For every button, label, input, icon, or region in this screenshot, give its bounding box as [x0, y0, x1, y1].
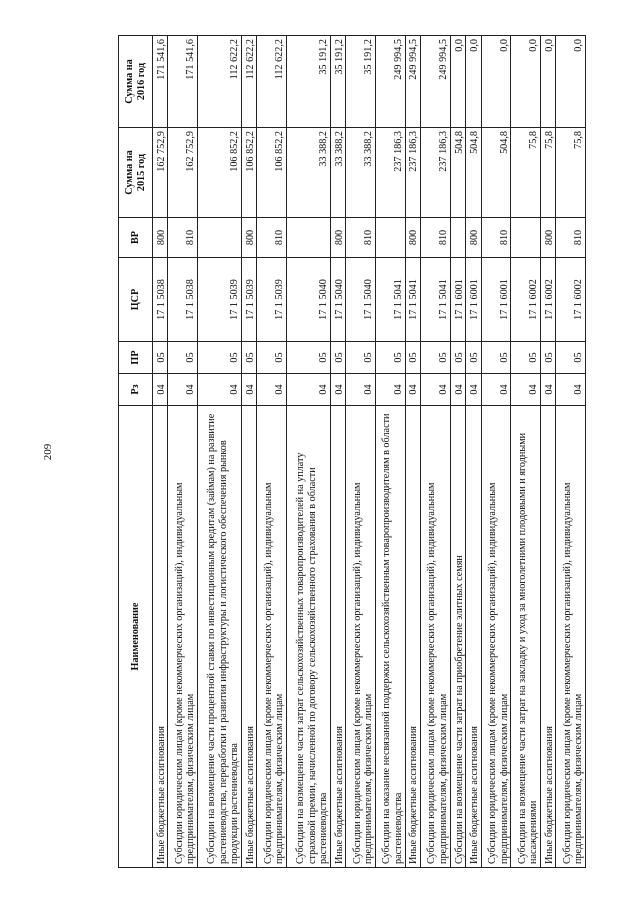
table-row: [241, 36, 256, 868]
cell-name: Субсидии юридическим лицам (кроме некоммерческих организаций), индивидуальным предпринимателям, физическим лицам: [421, 406, 451, 868]
table-body: [153, 36, 586, 868]
table-row: [198, 36, 242, 868]
cell-vr: 800: [405, 218, 420, 258]
cell-sum-2016: 0,0: [540, 36, 555, 128]
cell-sum-2016: 0,0: [466, 36, 481, 128]
cell-sum-2015: 504,8: [481, 128, 511, 218]
cell-name: Иные бюджетные ассигнования: [405, 406, 420, 868]
cell-sum-2015: 162 752,9: [153, 128, 168, 218]
cell-name: Субсидии на возмещение части затрат сельскохозяйственных товаропроизводителей на уплату страховой премии, начисленной по договору сельскохозяйственного страхования в области растениеводства: [287, 406, 331, 868]
cell-rz: 04: [375, 374, 405, 406]
header-sum-2015-line1: Сумма на: [123, 150, 135, 195]
header-sum-2016-line2: 2016 год: [135, 62, 147, 101]
cell-rz: 04: [168, 374, 198, 406]
cell-sum-2015: 33 388,2: [346, 128, 376, 218]
cell-vr: 800: [153, 218, 168, 258]
cell-csr: 17 1 5040: [346, 258, 376, 342]
cell-sum-2016: 249 994,5: [421, 36, 451, 128]
cell-sum-2016: 171 541,6: [168, 36, 198, 128]
cell-sum-2015: 33 388,2: [330, 128, 345, 218]
cell-pr: 05: [375, 342, 405, 374]
cell-csr: 17 1 6002: [540, 258, 555, 342]
cell-pr: 05: [168, 342, 198, 374]
cell-vr: 800: [241, 218, 256, 258]
budget-table: [118, 35, 586, 868]
table-row: [540, 36, 555, 868]
cell-csr: 17 1 6001: [466, 258, 481, 342]
table-row: [346, 36, 376, 868]
header-name: Наименование: [119, 406, 153, 868]
header-sum-2016: [119, 36, 153, 128]
cell-sum-2015: 33 388,2: [287, 128, 331, 218]
header-csr: ЦСР: [119, 258, 153, 342]
cell-sum-2015: 75,8: [511, 128, 541, 218]
cell-rz: 04: [421, 374, 451, 406]
cell-csr: 17 1 5039: [241, 258, 256, 342]
cell-sum-2015: 237 186,3: [405, 128, 420, 218]
cell-sum-2016: 0,0: [450, 36, 465, 128]
cell-csr: 17 1 5040: [287, 258, 331, 342]
cell-rz: 04: [540, 374, 555, 406]
cell-sum-2016: 0,0: [511, 36, 541, 128]
table-row: [481, 36, 511, 868]
cell-sum-2016: 112 622,2: [198, 36, 242, 128]
cell-name: Иные бюджетные ассигнования: [241, 406, 256, 868]
table-row: [375, 36, 405, 868]
cell-rz: 04: [330, 374, 345, 406]
cell-name: Иные бюджетные ассигнования: [466, 406, 481, 868]
budget-table-container: [118, 36, 586, 868]
cell-sum-2015: 504,8: [450, 128, 465, 218]
cell-vr: [198, 218, 242, 258]
cell-rz: 04: [153, 374, 168, 406]
cell-name: Иные бюджетные ассигнования: [540, 406, 555, 868]
cell-vr: [287, 218, 331, 258]
table-header-row: [119, 36, 153, 868]
cell-sum-2015: 106 852,2: [241, 128, 256, 218]
cell-pr: 05: [287, 342, 331, 374]
cell-rz: 04: [556, 374, 586, 406]
cell-sum-2016: 35 191,2: [287, 36, 331, 128]
cell-csr: 17 1 5041: [405, 258, 420, 342]
cell-sum-2015: 106 852,2: [257, 128, 287, 218]
table-row: [330, 36, 345, 868]
cell-pr: 05: [198, 342, 242, 374]
cell-pr: 05: [257, 342, 287, 374]
table-row: [405, 36, 420, 868]
table-row: [257, 36, 287, 868]
header-sum-2016-line1: Сумма на: [123, 59, 135, 104]
cell-csr: 17 1 6001: [450, 258, 465, 342]
cell-sum-2016: 0,0: [556, 36, 586, 128]
cell-name: Иные бюджетные ассигнования: [330, 406, 345, 868]
cell-pr: 05: [241, 342, 256, 374]
cell-vr: [450, 218, 465, 258]
cell-sum-2015: 106 852,2: [198, 128, 242, 218]
cell-name: Субсидии юридическим лицам (кроме некоммерческих организаций), индивидуальным предпринимателям, физическим лицам: [257, 406, 287, 868]
cell-name: Субсидии на возмещение части процентной ставки по инвестиционным кредитам (займам) на развитие растениеводства, переработки и развития инфраструктуры и логистического обеспечения рынков продукции растениеводства: [198, 406, 242, 868]
cell-sum-2016: 249 994,5: [405, 36, 420, 128]
cell-pr: 05: [481, 342, 511, 374]
table-row: [287, 36, 331, 868]
table-row: [421, 36, 451, 868]
cell-pr: 05: [346, 342, 376, 374]
cell-vr: 810: [257, 218, 287, 258]
cell-pr: 05: [540, 342, 555, 374]
cell-vr: 810: [168, 218, 198, 258]
cell-name: Субсидии на оказание несвязанной поддержки сельскохозяйственным товаропроизводителям в области растениеводства: [375, 406, 405, 868]
cell-sum-2015: 162 752,9: [168, 128, 198, 218]
cell-csr: 17 1 5039: [257, 258, 287, 342]
cell-sum-2016: 112 622,2: [257, 36, 287, 128]
cell-name: Иные бюджетные ассигнования: [153, 406, 168, 868]
cell-csr: 17 1 5040: [330, 258, 345, 342]
cell-sum-2016: 35 191,2: [346, 36, 376, 128]
cell-csr: 17 1 6002: [511, 258, 541, 342]
cell-name: Субсидии юридическим лицам (кроме некоммерческих организаций), индивидуальным предпринимателям, физическим лицам: [168, 406, 198, 868]
cell-sum-2015: 504,8: [466, 128, 481, 218]
header-pr: ПР: [119, 342, 153, 374]
cell-pr: 05: [330, 342, 345, 374]
cell-sum-2016: 171 541,6: [153, 36, 168, 128]
cell-pr: 05: [405, 342, 420, 374]
cell-pr: 05: [511, 342, 541, 374]
cell-rz: 04: [257, 374, 287, 406]
cell-vr: 810: [346, 218, 376, 258]
cell-vr: [511, 218, 541, 258]
cell-csr: 17 1 5038: [168, 258, 198, 342]
cell-csr: 17 1 5039: [198, 258, 242, 342]
cell-sum-2015: 237 186,3: [421, 128, 451, 218]
cell-pr: 05: [421, 342, 451, 374]
cell-rz: 04: [511, 374, 541, 406]
table-row: [450, 36, 465, 868]
table-row: [168, 36, 198, 868]
cell-pr: 05: [556, 342, 586, 374]
cell-csr: 17 1 5038: [153, 258, 168, 342]
cell-pr: 05: [466, 342, 481, 374]
cell-sum-2015: 237 186,3: [375, 128, 405, 218]
cell-rz: 04: [450, 374, 465, 406]
cell-vr: 800: [466, 218, 481, 258]
cell-sum-2015: 75,8: [540, 128, 555, 218]
cell-pr: 05: [450, 342, 465, 374]
cell-csr: 17 1 5041: [375, 258, 405, 342]
page-number: 209: [42, 443, 54, 461]
cell-rz: 04: [346, 374, 376, 406]
cell-csr: 17 1 5041: [421, 258, 451, 342]
cell-name: Субсидии юридическим лицам (кроме некоммерческих организаций), индивидуальным предпринимателям, физическим лицам: [556, 406, 586, 868]
cell-sum-2016: 249 994,5: [375, 36, 405, 128]
cell-rz: 04: [466, 374, 481, 406]
cell-vr: 800: [540, 218, 555, 258]
header-rz: Рз: [119, 374, 153, 406]
cell-rz: 04: [287, 374, 331, 406]
cell-name: Субсидии юридическим лицам (кроме некоммерческих организаций), индивидуальным предпринимателям, физическим лицам: [481, 406, 511, 868]
table-row: [511, 36, 541, 868]
cell-name: Субсидии на возмещение части затрат на закладку и уход за многолетними плодовыми и ягодными насаждениями: [511, 406, 541, 868]
cell-rz: 04: [481, 374, 511, 406]
table-row: [556, 36, 586, 868]
cell-pr: 05: [153, 342, 168, 374]
cell-rz: 04: [405, 374, 420, 406]
cell-sum-2015: 75,8: [556, 128, 586, 218]
header-sum-2015-line2: 2015 год: [135, 153, 147, 192]
cell-sum-2016: 35 191,2: [330, 36, 345, 128]
cell-sum-2016: 112 622,2: [241, 36, 256, 128]
cell-name: Субсидии юридическим лицам (кроме некоммерческих организаций), индивидуальным предпринимателям, физическим лицам: [346, 406, 376, 868]
cell-rz: 04: [198, 374, 242, 406]
cell-csr: 17 1 6002: [556, 258, 586, 342]
header-vr: ВР: [119, 218, 153, 258]
cell-vr: 810: [481, 218, 511, 258]
table-row: [153, 36, 168, 868]
cell-vr: 810: [421, 218, 451, 258]
table-row: [466, 36, 481, 868]
cell-vr: [375, 218, 405, 258]
cell-rz: 04: [241, 374, 256, 406]
cell-vr: 800: [330, 218, 345, 258]
header-sum-2015: [119, 128, 153, 218]
cell-name: Субсидии на возмещение части затрат на приобретение элитных семян: [450, 406, 465, 868]
cell-csr: 17 1 6001: [481, 258, 511, 342]
cell-sum-2016: 0,0: [481, 36, 511, 128]
cell-vr: 810: [556, 218, 586, 258]
